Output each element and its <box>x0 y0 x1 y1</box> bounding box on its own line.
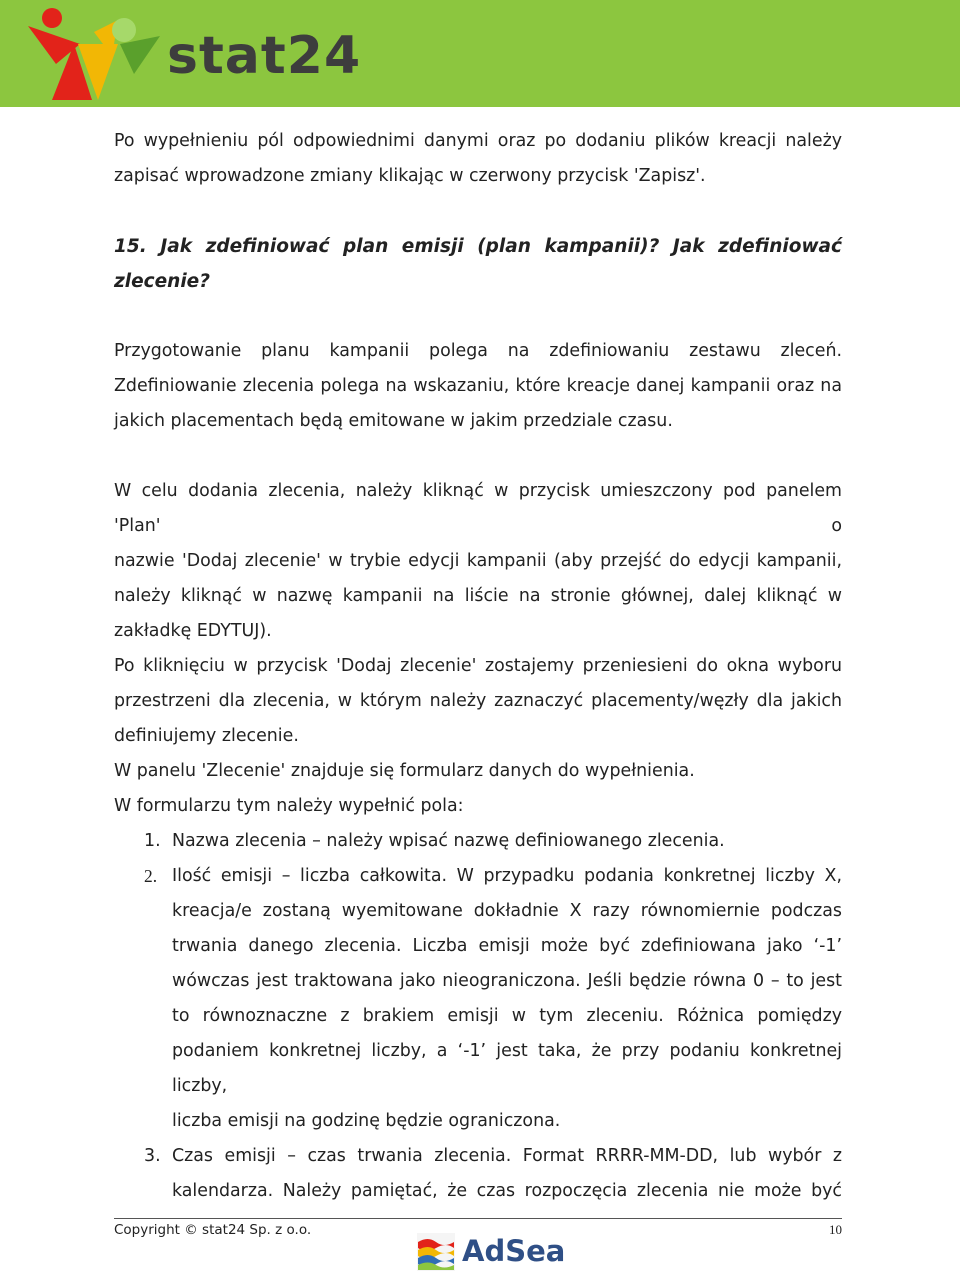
document-body <box>114 124 842 1209</box>
paragraph-line: W formularzu tym należy wypełnić pola: <box>114 796 464 816</box>
footer-divider <box>114 1218 842 1219</box>
paragraph-line: Przygotowanie planu kampanii polega na zdefiniowaniu zestawu zleceń. <box>114 341 842 361</box>
paragraph-line: przestrzeni dla zlecenia, w którym należy zaznaczyć placementy/węzły dla jakich <box>114 691 842 711</box>
stat24-logo-icon <box>22 4 162 102</box>
paragraph-line: Po wypełnieniu pól odpowiednimi danymi oraz po dodaniu plików kreacji należy <box>114 131 842 151</box>
list-item-line: kreacja/e zostaną wyemitowane dokładnie X razy równomiernie podczas <box>172 901 842 921</box>
adsea-logo-icon <box>416 1232 456 1272</box>
section-heading: zlecenie? <box>114 271 210 292</box>
copyright-notice: Copyright © stat24 Sp. z o.o. <box>114 1222 312 1238</box>
paragraph-line: nazwie 'Dodaj zlecenie' w trybie edycji kampanii (aby przejść do edycji kampanii, <box>114 551 842 571</box>
paragraph-line: Po kliknięciu w przycisk 'Dodaj zlecenie' zostajemy przeniesieni do okna wyboru <box>114 656 842 676</box>
list-item <box>114 1139 842 1209</box>
header-banner <box>0 0 960 107</box>
paragraph-line: definiujemy zlecenie. <box>114 726 299 746</box>
paragraph-line: zakładkę EDYTUJ). <box>114 621 272 641</box>
list-item-line: Czas emisji – czas trwania zlecenia. Format RRRR-MM-DD, lub wybór z <box>172 1146 842 1166</box>
list-item-line: to równoznaczne z brakiem emisji w tym zleceniu. Różnica pomiędzy <box>172 1006 842 1026</box>
list-item-line: Nazwa zlecenia – należy wpisać nazwę definiowanego zlecenia. <box>172 831 725 851</box>
list-number: 2. <box>144 866 158 886</box>
list-item <box>114 824 842 859</box>
page-number: 10 <box>829 1222 842 1237</box>
list-item-line: wówczas jest traktowana jako nieograniczona. Jeśli będzie równa 0 – to jest <box>172 971 842 991</box>
list-item-line: kalendarza. Należy pamiętać, że czas rozpoczęcia zlecenia nie może być <box>172 1181 842 1201</box>
partner-logo-text: AdSea <box>462 1234 566 1268</box>
paragraph-line: należy kliknąć w nazwę kampanii na liście na stronie głównej, dalej kliknąć w <box>114 586 842 606</box>
list-number: 1. <box>144 831 161 851</box>
list-item <box>114 859 842 1139</box>
list-item-line: trwania danego zlecenia. Liczba emisji może być zdefiniowana jako ‘-1’ <box>172 936 842 956</box>
paragraph-line: zapisać wprowadzone zmiany klikając w czerwony przycisk 'Zapisz'. <box>114 166 706 186</box>
paragraph-line: Zdefiniowanie zlecenia polega na wskazaniu, które kreacje danej kampanii oraz na <box>114 376 842 396</box>
list-item-line: podaniem konkretnej liczby, a ‘-1’ jest taka, że przy podaniu konkretnej liczby, <box>172 1041 842 1096</box>
paragraph-line: W celu dodania zlecenia, należy kliknąć w przycisk umieszczony pod panelem 'Plan' o <box>114 481 842 536</box>
list-number: 3. <box>144 1146 161 1166</box>
list-item-line: Ilość emisji – liczba całkowita. W przypadku podania konkretnej liczby X, <box>172 866 842 886</box>
brand-name: stat24 <box>167 26 362 86</box>
section-heading: 15. Jak zdefiniować plan emisji (plan kampanii)? Jak zdefiniować <box>114 236 842 257</box>
paragraph-line: jakich placementach będą emitowane w jakim przedziale czasu. <box>114 411 673 431</box>
paragraph-line: W panelu 'Zlecenie' znajduje się formularz danych do wypełnienia. <box>114 761 695 781</box>
list-item-line: liczba emisji na godzinę będzie ograniczona. <box>172 1111 561 1131</box>
